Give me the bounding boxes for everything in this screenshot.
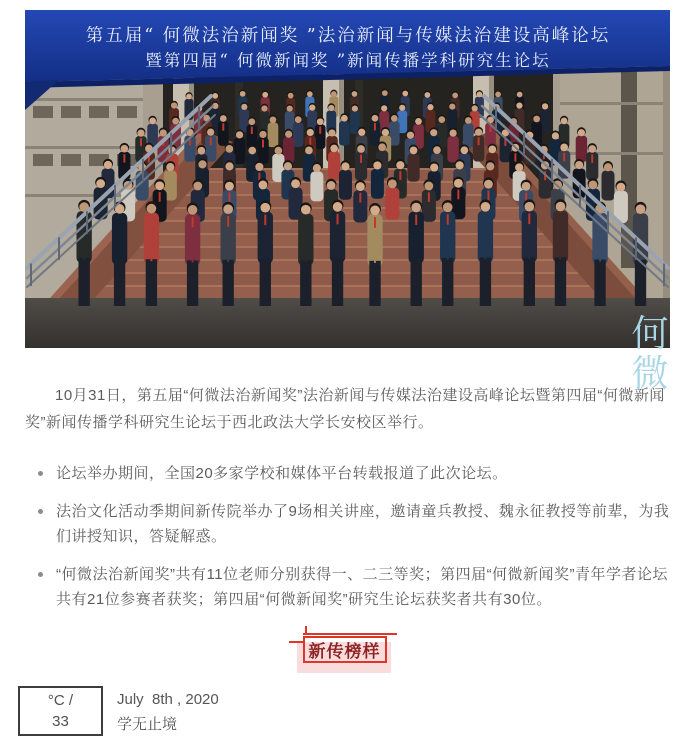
new-media-model-badge [297,630,401,676]
watermark-char-1: 何 [631,313,669,354]
temperature-unit: °C / [47,692,74,709]
badge-frame [303,636,387,663]
footer-motto: 学无止境 [117,716,178,733]
footer-text [117,686,219,737]
watermark-char-2: 微 [631,353,669,394]
footer-date: July 8th , 2020 [117,691,219,708]
temperature-value: 33 [52,713,69,730]
badge-label: 新传榜样 [308,642,381,661]
banner-title-line1: 第五届“ 何微法治新闻奖 ”法治新闻与传媒法治建设高峰论坛 [85,26,611,46]
bullet-item: 法治文化活动季期间新传院举办了9场相关讲座，邀请童兵教授、魏永征教授等前辈，为我们讲授知识，答疑解惑。 [56,499,672,549]
lead-paragraph: 10月31日，第五届“何微法治新闻奖”法治新闻与传媒法治建设高峰论坛暨第四届“何微新闻奖”新闻传播学科研究生论坛于西北政法大学长安校区举行。 [25,387,665,431]
article-body [25,382,672,612]
bullet-list [25,461,672,612]
temperature-box [18,686,103,736]
banner-title-line2: 暨第四届“ 何微新闻奖 ”新闻传播学科研究生论坛 [145,51,551,70]
photo-scene [25,10,670,348]
conference-group-photo[interactable] [25,10,670,348]
badge-decor-line-top [303,633,397,635]
badge-decor-tick-up [305,626,307,635]
badge-container [0,630,697,676]
badge-decor-tick-left [289,641,304,643]
bullet-item: 论坛举办期间，全国20多家学校和媒体平台转载报道了此次论坛。 [56,461,672,486]
bullet-item: “何微法治新闻奖”共有11位老师分别获得一、二三等奖；第四届“何微新闻奖”青年学者论坛共有21位参赛者获奖；第四届“何微新闻奖”研究生论坛获奖者共有30位。 [56,562,672,612]
footer [18,686,697,737]
hewei-watermark [629,314,671,394]
